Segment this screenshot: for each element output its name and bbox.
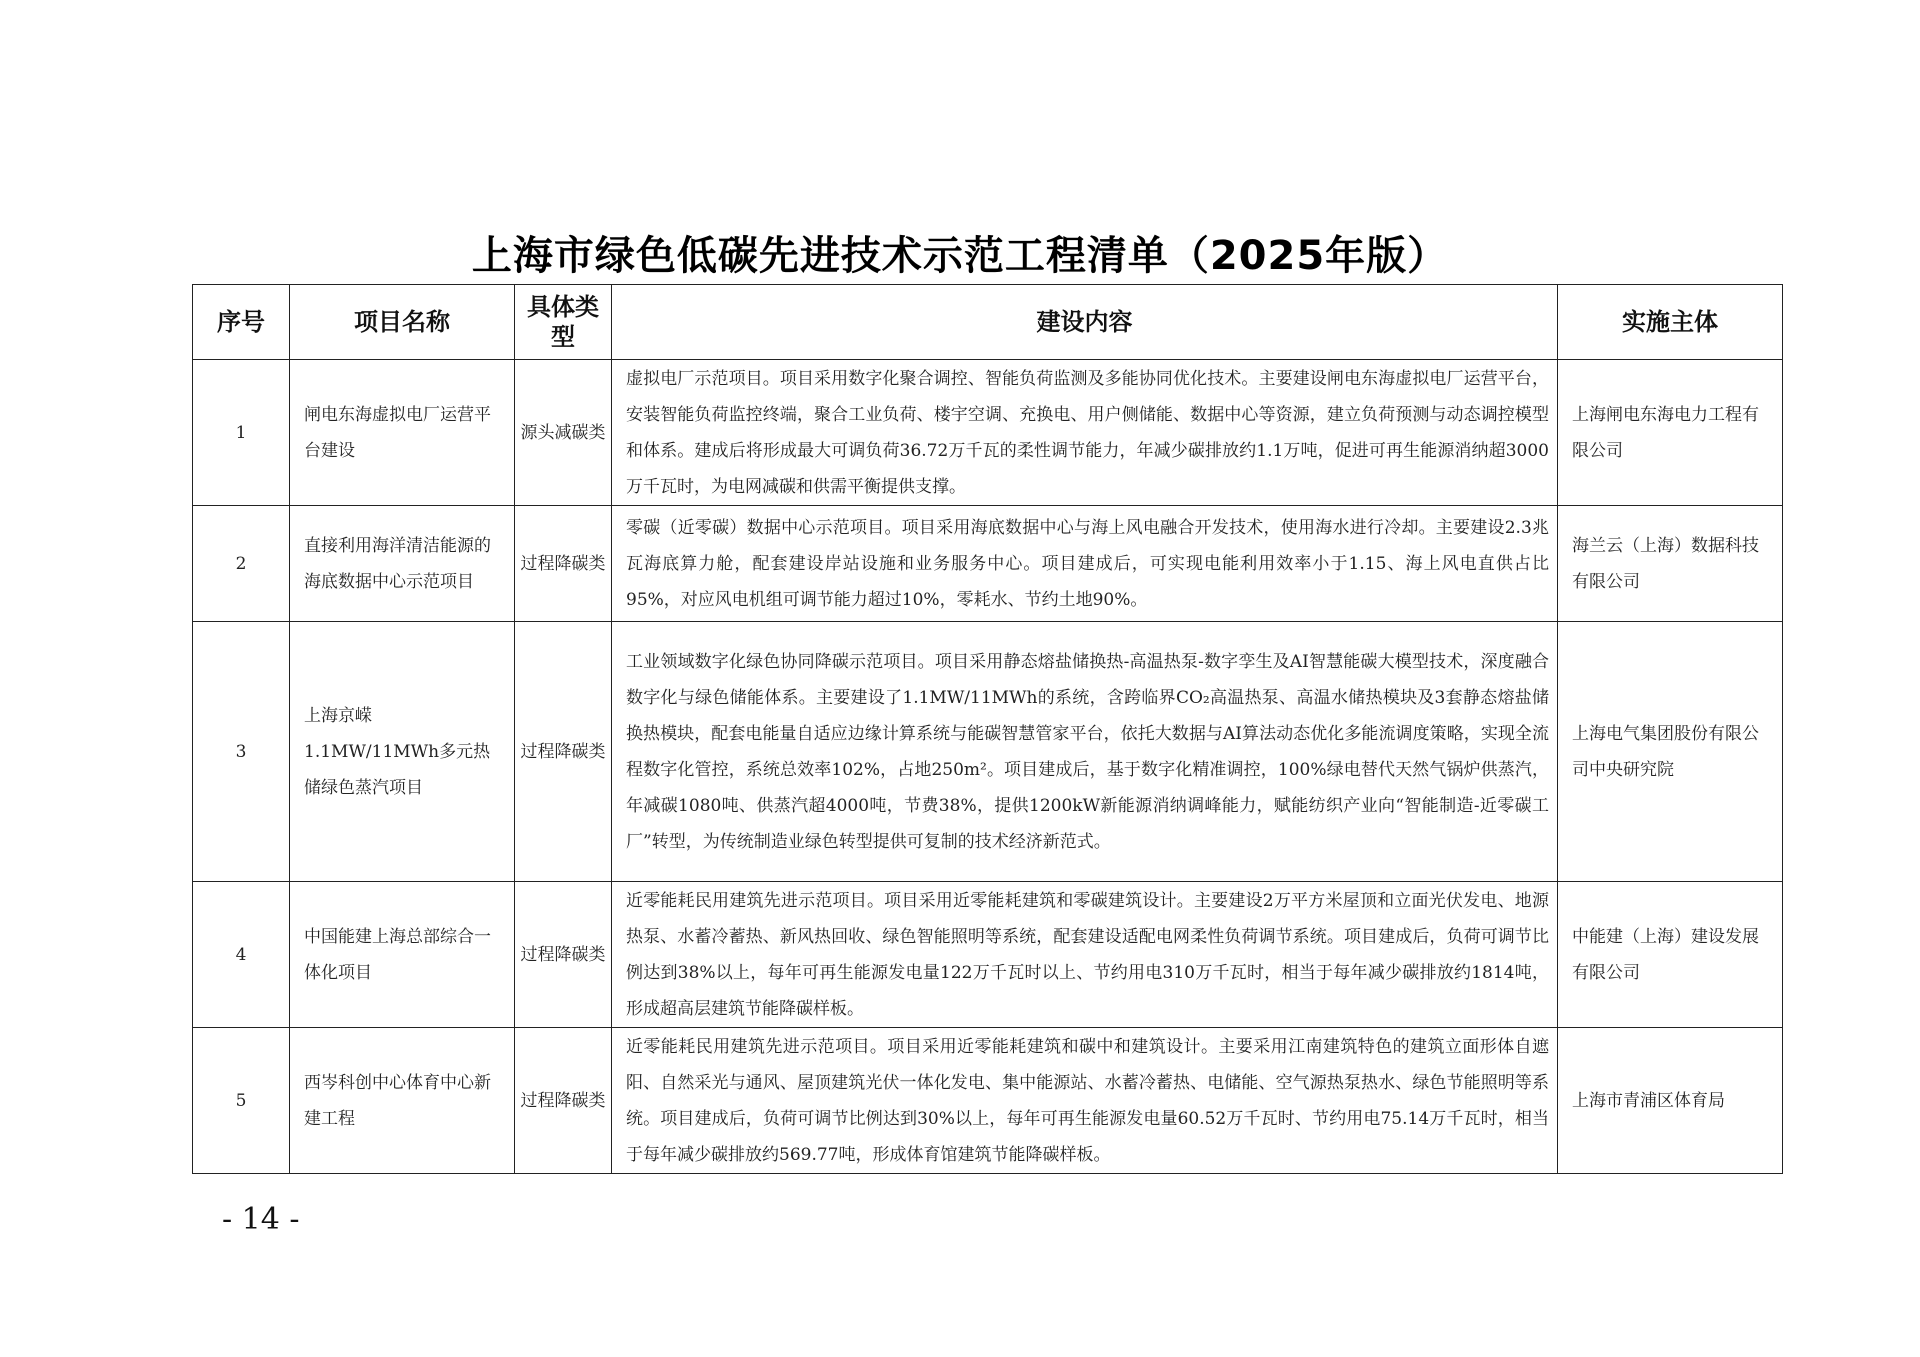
cell-type: 源头减碳类: [515, 360, 612, 506]
header-org: 实施主体: [1558, 285, 1783, 360]
cell-content: 近零能耗民用建筑先进示范项目。项目采用近零能耗建筑和碳中和建筑设计。主要采用江南建筑特色的建筑立面形体自遮阳、自然采光与通风、屋顶建筑光伏一体化发电、集中能源站、水蓄冷蓄热、电储能、空气源热泵热水、绿色节能照明等系统。项目建成后，负荷可调节比例达到30%以上，每年可再生能源发电量60.52万千瓦时、节约用电75.14万千瓦时，相当于每年减少碳排放约569.77吨，形成体育馆建筑节能降碳样板。: [612, 1028, 1558, 1174]
table-row: [193, 360, 1783, 506]
cell-org: 上海闸电东海电力工程有限公司: [1558, 360, 1783, 506]
table-row: [193, 882, 1783, 1028]
document-title: 上海市绿色低碳先进技术示范工程清单（2025年版）: [471, 233, 1449, 279]
table-row: [193, 622, 1783, 882]
cell-no: 4: [193, 882, 290, 1028]
cell-org: 上海市青浦区体育局: [1558, 1028, 1783, 1174]
cell-content: 近零能耗民用建筑先进示范项目。项目采用近零能耗建筑和零碳建筑设计。主要建设2万平方米屋顶和立面光伏发电、地源热泵、水蓄冷蓄热、新风热回收、绿色智能照明等系统，配套建设适配电网柔性负荷调节系统。项目建成后，负荷可调节比例达到38%以上，每年可再生能源发电量122万千瓦时以上、节约用电310万千瓦时，相当于每年减少碳排放约1814吨，形成超高层建筑节能降碳样板。: [612, 882, 1558, 1028]
cell-type: 过程降碳类: [515, 1028, 612, 1174]
cell-name: 中国能建上海总部综合一体化项目: [290, 882, 515, 1028]
cell-org: 中能建（上海）建设发展有限公司: [1558, 882, 1783, 1028]
cell-content: 虚拟电厂示范项目。项目采用数字化聚合调控、智能负荷监测及多能协同优化技术。主要建设闸电东海虚拟电厂运营平台，安装智能负荷监控终端，聚合工业负荷、楼宇空调、充换电、用户侧储能、数据中心等资源，建立负荷预测与动态调控模型和体系。建成后将形成最大可调负荷36.72万千瓦的柔性调节能力，年减少碳排放约1.1万吨，促进可再生能源消纳超3000万千瓦时，为电网减碳和供需平衡提供支撑。: [612, 360, 1558, 506]
cell-content: 零碳（近零碳）数据中心示范项目。项目采用海底数据中心与海上风电融合开发技术，使用海水进行冷却。主要建设2.3兆瓦海底算力舱，配套建设岸站设施和业务服务中心。项目建成后，可实现电能利用效率小于1.15、海上风电直供占比95%，对应风电机组可调节能力超过10%，零耗水、节约土地90%。: [612, 506, 1558, 622]
cell-content: 工业领域数字化绿色协同降碳示范项目。项目采用静态熔盐储换热-高温热泵-数字孪生及AI智慧能碳大模型技术，深度融合数字化与绿色储能体系。主要建设了1.1MW/11MWh的系统，含跨临界CO₂高温热泵、高温水储热模块及3套静态熔盐储换热模块，配套电能量自适应边缘计算系统与能碳智慧管家平台，依托大数据与AI算法动态优化多能流调度策略，实现全流程数字化管控，系统总效率102%，占地250m²。项目建成后，基于数字化精准调控，100%绿电替代天然气锅炉供蒸汽，年减碳1080吨、供蒸汽超4000吨，节费38%，提供1200kW新能源消纳调峰能力，赋能纺织产业向“智能制造-近零碳工厂”转型，为传统制造业绿色转型提供可复制的技术经济新范式。: [612, 622, 1558, 882]
header-type: 具体类型: [515, 285, 612, 360]
cell-org: 上海电气集团股份有限公司中央研究院: [1558, 622, 1783, 882]
header-no: 序号: [193, 285, 290, 360]
table-row: [193, 1028, 1783, 1174]
table-row: [193, 506, 1783, 622]
cell-org: 海兰云（上海）数据科技有限公司: [1558, 506, 1783, 622]
table-header-row: [193, 285, 1783, 360]
cell-name: 闸电东海虚拟电厂运营平台建设: [290, 360, 515, 506]
cell-name: 西岑科创中心体育中心新建工程: [290, 1028, 515, 1174]
page-number: - 14 -: [222, 1202, 300, 1237]
header-content: 建设内容: [612, 285, 1558, 360]
cell-no: 2: [193, 506, 290, 622]
cell-type: 过程降碳类: [515, 622, 612, 882]
cell-type: 过程降碳类: [515, 506, 612, 622]
cell-no: 3: [193, 622, 290, 882]
cell-type: 过程降碳类: [515, 882, 612, 1028]
cell-no: 1: [193, 360, 290, 506]
header-name: 项目名称: [290, 285, 515, 360]
project-table: [192, 284, 1783, 1174]
cell-no: 5: [193, 1028, 290, 1174]
cell-name: 上海京嵘1.1MW/11MWh多元热储绿色蒸汽项目: [290, 622, 515, 882]
cell-name: 直接利用海洋清洁能源的海底数据中心示范项目: [290, 506, 515, 622]
